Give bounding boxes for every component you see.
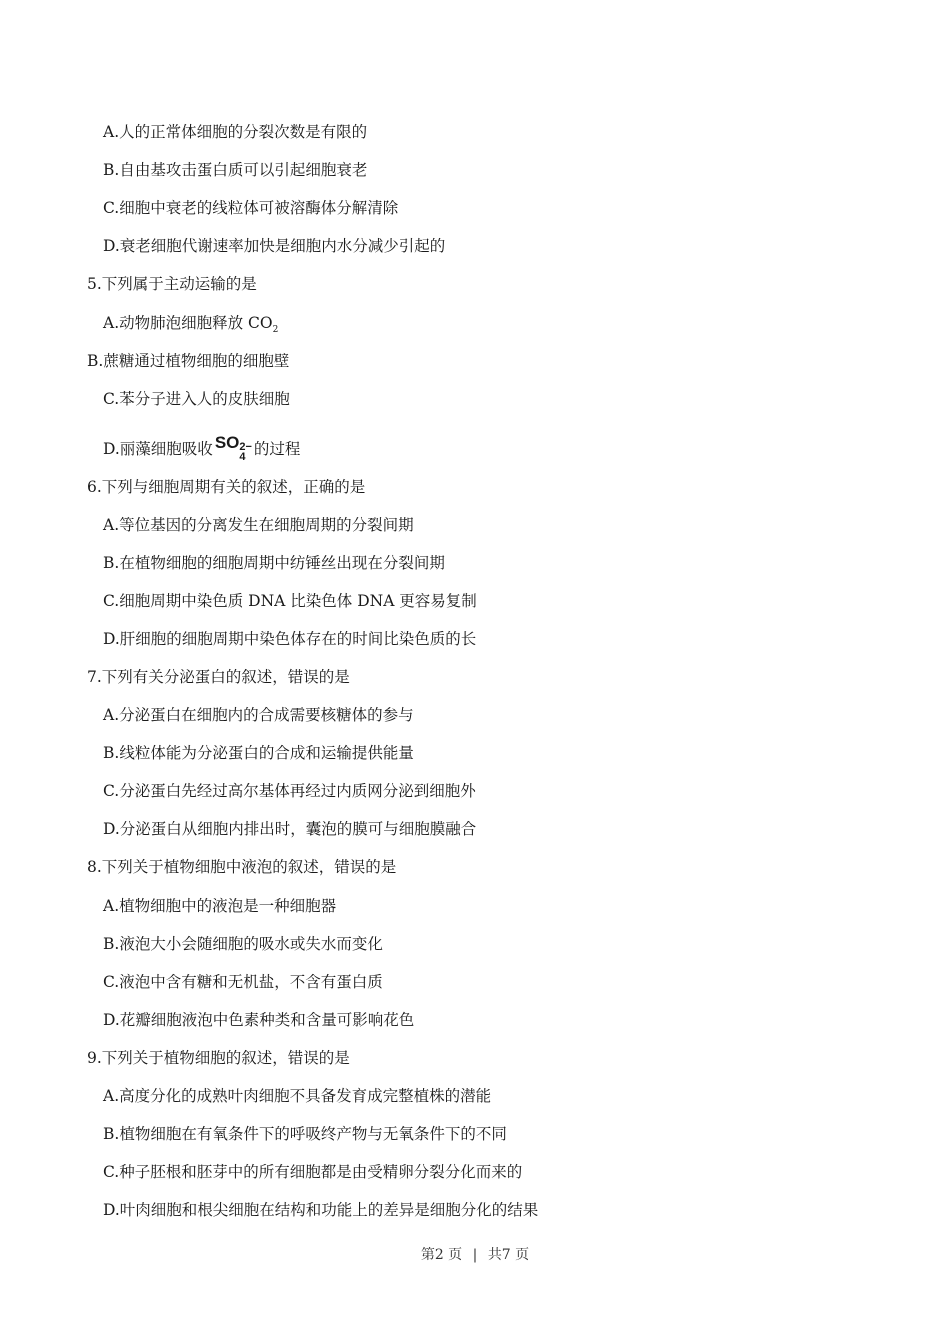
footer-separator: | <box>472 1247 478 1263</box>
q7-option-a: A.分泌蛋白在细胞内的合成需要核糖体的参与 <box>103 706 414 724</box>
page-footer <box>0 1244 950 1264</box>
q9-option-a: A.高度分化的成熟叶肉细胞不具备发育成完整植株的潜能 <box>103 1087 492 1105</box>
q4-option-a: A.人的正常体细胞的分裂次数是有限的 <box>103 123 368 141</box>
q7-stem: 7.下列有关分泌蛋白的叙述，错误的是 <box>87 668 350 686</box>
q5-option-d <box>103 433 301 468</box>
q5-option-d-suffix: 的过程 <box>253 440 301 458</box>
sulfate-ion-formula <box>214 433 252 463</box>
q7-option-b: B.线粒体能为分泌蛋白的合成和运输提供能量 <box>103 744 414 762</box>
q6-stem: 6.下列与细胞周期有关的叙述，正确的是 <box>87 478 366 496</box>
q6-option-a: A.等位基因的分离发生在细胞周期的分裂间期 <box>103 516 414 534</box>
q7-option-c: C.分泌蛋白先经过高尔基体再经过内质网分泌到细胞外 <box>103 782 476 800</box>
q4-option-b: B.自由基攻击蛋白质可以引起细胞衰老 <box>103 161 368 179</box>
q8-option-b: B.液泡大小会随细胞的吸水或失水而变化 <box>103 935 383 953</box>
q6-option-b: B.在植物细胞的细胞周期中纺锤丝出现在分裂间期 <box>103 554 445 572</box>
q5-option-a-subscript: 2 <box>272 325 279 336</box>
sulfate-ion-subscript: 4 <box>239 451 246 463</box>
q6-option-d: D.肝细胞的细胞周期中染色体存在的时间比染色质的长 <box>103 630 477 648</box>
q5-option-a <box>103 313 278 340</box>
page-number: 第2 页 <box>420 1247 463 1263</box>
sulfate-ion-symbol: SO <box>214 433 240 452</box>
q5-option-c: C.苯分子进入人的皮肤细胞 <box>103 390 290 408</box>
q5-option-a-text: A.动物肺泡细胞释放 CO <box>103 314 273 332</box>
q9-option-b: B.植物细胞在有氧条件下的呼吸终产物与无氧条件下的不同 <box>103 1125 507 1143</box>
q6-option-c: C.细胞周期中染色质 DNA 比染色体 DNA 更容易复制 <box>103 592 477 610</box>
q5-stem: 5.下列属于主动运输的是 <box>87 275 257 293</box>
q5-option-b: B.蔗糖通过植物细胞的细胞壁 <box>87 352 290 370</box>
q8-stem: 8.下列关于植物细胞中液泡的叙述，错误的是 <box>87 858 397 876</box>
q8-option-c: C.液泡中含有糖和无机盐，不含有蛋白质 <box>103 973 383 991</box>
q9-option-c: C.种子胚根和胚芽中的所有细胞都是由受精卵分裂分化而来的 <box>103 1163 523 1181</box>
q4-option-d: D.衰老细胞代谢速率加快是细胞内水分减少引起的 <box>103 237 446 255</box>
total-pages: 共7 页 <box>487 1247 530 1263</box>
q4-option-c: C.细胞中衰老的线粒体可被溶酶体分解清除 <box>103 199 399 217</box>
q9-option-d: D.叶肉细胞和根尖细胞在结构和功能上的差异是细胞分化的结果 <box>103 1201 539 1219</box>
q9-stem: 9.下列关于植物细胞的叙述，错误的是 <box>87 1049 350 1067</box>
sulfate-ion-charge: 2− <box>239 441 252 453</box>
q8-option-d: D.花瓣细胞液泡中色素种类和含量可影响花色 <box>103 1011 415 1029</box>
q7-option-d: D.分泌蛋白从细胞内排出时，囊泡的膜可与细胞膜融合 <box>103 820 477 838</box>
q5-option-d-prefix: D.丽藻细胞吸收 <box>103 440 213 458</box>
q8-option-a: A.植物细胞中的液泡是一种细胞器 <box>103 897 337 915</box>
